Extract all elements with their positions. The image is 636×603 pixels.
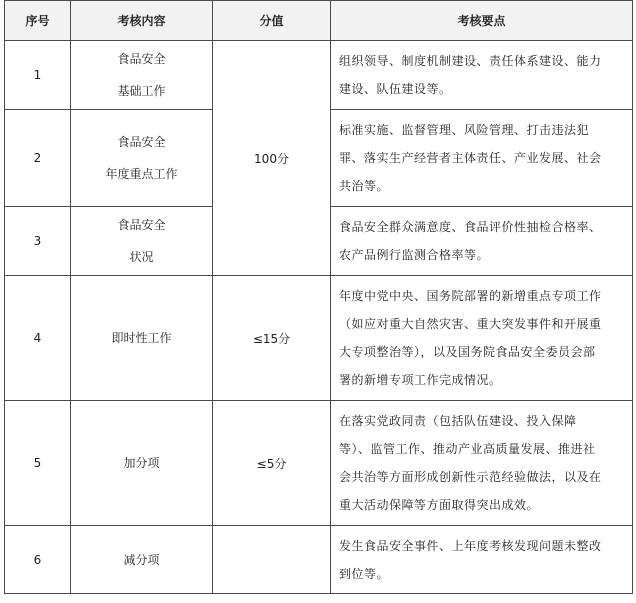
row-points: 年度中党中央、国务院部署的新增重点专项工作 （如应对重大自然灾害、重大突发事件和开展重 大专项整治等），以及国务院食品安全委员会部 署的新增专项工作完成情况。 (331, 276, 633, 401)
row-score: ≤5分 (213, 401, 331, 526)
row-score: 100分 (213, 41, 331, 276)
row-content: 减分项 (71, 526, 213, 594)
row-content: 加分项 (71, 401, 213, 526)
row-points: 发生食品安全事件、上年度考核发现问题未整改 到位等。 (331, 526, 633, 594)
table-row (5, 526, 633, 594)
table-row (5, 401, 633, 526)
row-points: 组织领导、制度机制建设、责任体系建设、能力 建设、队伍建设等。 (331, 41, 633, 110)
row-content: 食品安全 状况 (71, 207, 213, 276)
row-num: 4 (5, 276, 71, 401)
assessment-table (4, 0, 633, 594)
row-num: 5 (5, 401, 71, 526)
row-content: 食品安全 年度重点工作 (71, 110, 213, 207)
row-content: 即时性工作 (71, 276, 213, 401)
row-points: 食品安全群众满意度、食品评价性抽检合格率、 农产品例行监测合格率等。 (331, 207, 633, 276)
row-num: 1 (5, 41, 71, 110)
table-row (5, 276, 633, 401)
header-points: 考核要点 (331, 1, 633, 41)
header-num: 序号 (5, 1, 71, 41)
row-points: 标准实施、监督管理、风险管理、打击违法犯 罪、落实生产经营者主体责任、产业发展、社会 共治等。 (331, 110, 633, 207)
row-num: 3 (5, 207, 71, 276)
row-num: 6 (5, 526, 71, 594)
header-content: 考核内容 (71, 1, 213, 41)
table-row (5, 41, 633, 110)
row-points: 在落实党政同责（包括队伍建设、投入保障 等）、监管工作、推动产业高质量发展、推进社 会共治等方面形成创新性示范经验做法，以及在 重大活动保障等方面取得突出成效。 (331, 401, 633, 526)
header-row (5, 1, 633, 41)
row-content: 食品安全 基础工作 (71, 41, 213, 110)
row-num: 2 (5, 110, 71, 207)
header-score: 分值 (213, 1, 331, 41)
row-score (213, 526, 331, 594)
row-score: ≤15分 (213, 276, 331, 401)
